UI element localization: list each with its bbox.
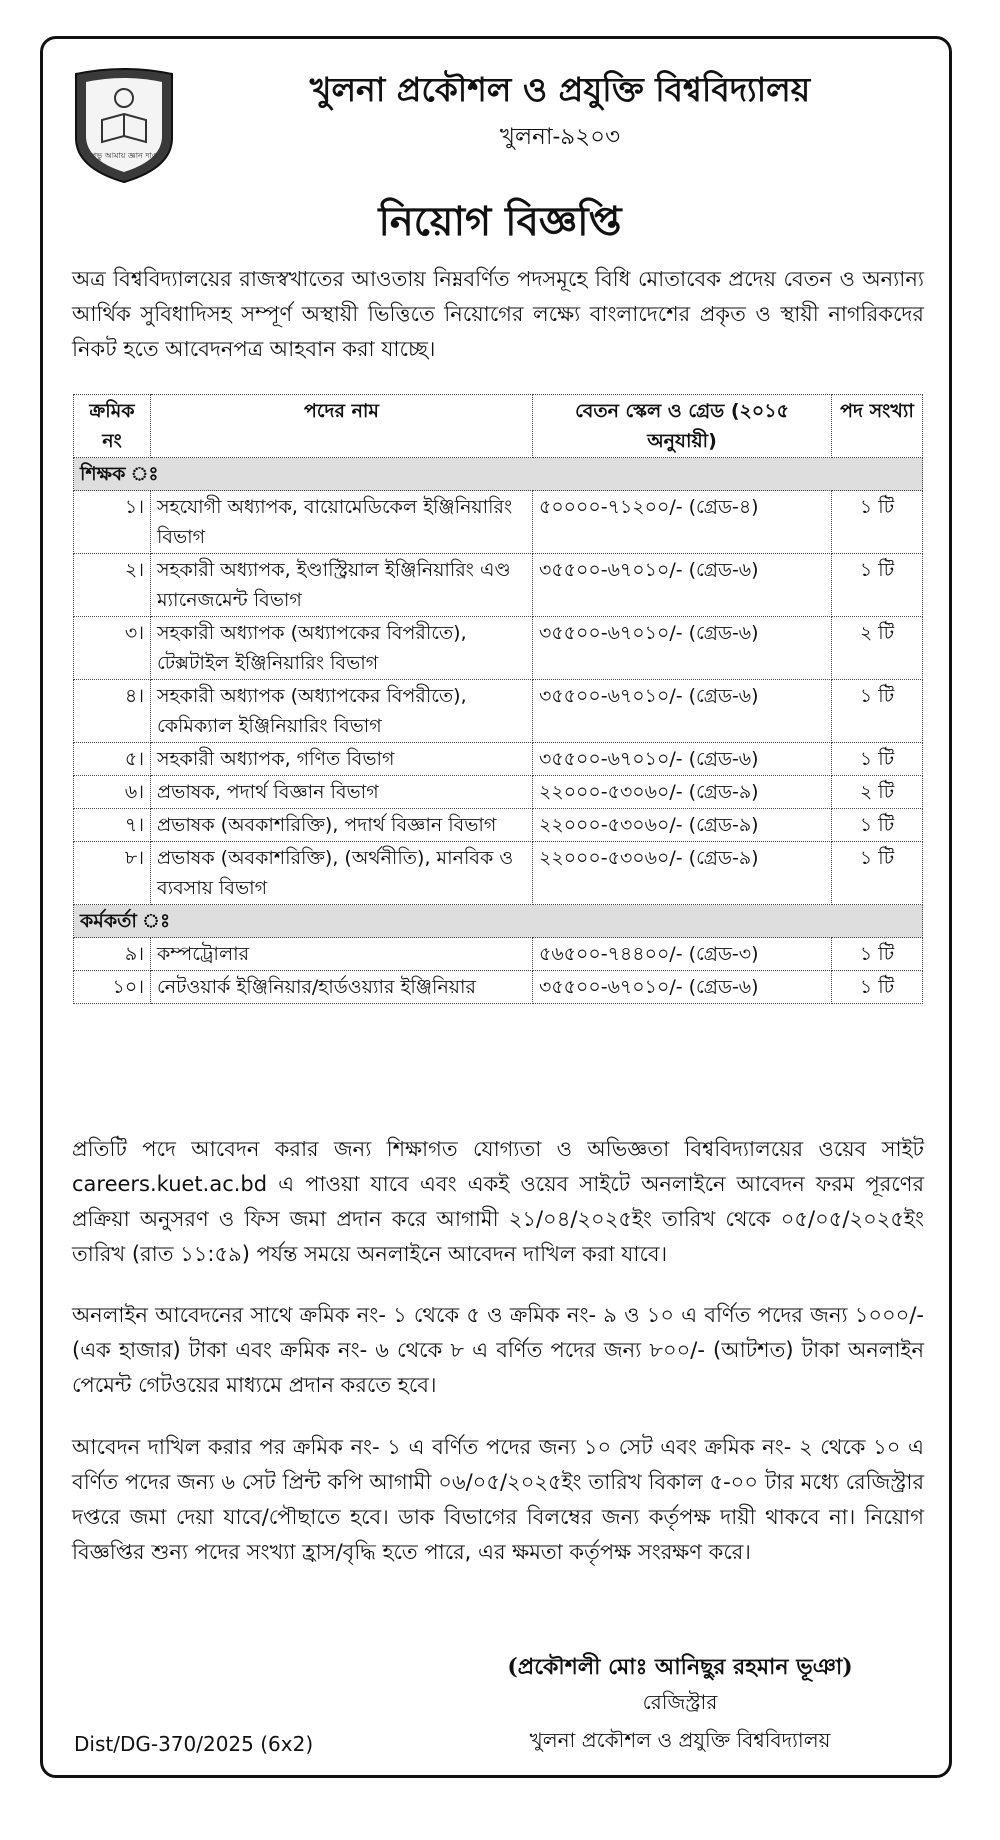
serial-cell: ২। <box>74 554 151 617</box>
section-row-officers <box>74 905 923 938</box>
fee-paragraph: অনলাইন আবেদনের সাথে ক্রমিক নং- ১ থেকে ৫ ও ক্রমিক নং- ৯ ও ১০ এ বর্ণিত পদের জন্য ১০০০/- (এক হাজার) টাকা এবং ক্রমিক নং- ৬ থেকে ৮ এ বর্ণিত পদের জন্য ৮০০/- (আটশত) টাকা অনলাইন পেমেন্ট গেটওয়ের মাধ্যমে প্রদান করতে হবে। <box>72 1303 924 1397</box>
table-row <box>74 938 923 971</box>
serial-cell: ৩। <box>74 617 151 680</box>
scale-cell: ৩৫৫০০-৬৭০১০/- (গ্রেড-৬) <box>533 617 832 680</box>
header-post-count: পদ সংখ্যা <box>832 395 923 458</box>
serial-cell: ৮। <box>74 842 151 905</box>
post-cell: প্রভাষক (অবকাশরিক্তি), (অর্থনীতি), মানবিক ও ব্যবসায় বিভাগ <box>151 842 533 905</box>
post-cell: কম্পট্রোলার <box>151 938 533 971</box>
count-cell: ১ টি <box>832 554 923 617</box>
table-row <box>74 680 923 743</box>
table-row <box>74 776 923 809</box>
scale-cell: ২২০০০-৫৩০৬০/- (গ্রেড-৯) <box>533 842 832 905</box>
post-cell: সহকারী অধ্যাপক (অধ্যাপকের বিপরীতে), কেমিক্যাল ইঞ্জিনিয়ারিং বিভাগ <box>151 680 533 743</box>
count-cell: ১ টি <box>832 680 923 743</box>
scale-cell: ৫৬৫০০-৭৪৪০০/- (গ্রেড-৩) <box>533 938 832 971</box>
table-row <box>74 809 923 842</box>
serial-cell: ৫। <box>74 743 151 776</box>
scale-cell: ২২০০০-৫৩০৬০/- (গ্রেড-৯) <box>533 809 832 842</box>
table-row <box>74 842 923 905</box>
post-cell: প্রভাষক (অবকাশরিক্তি), পদার্থ বিজ্ঞান বিভাগ <box>151 809 533 842</box>
scale-cell: ২২০০০-৫৩০৬০/- (গ্রেড-৯) <box>533 776 832 809</box>
count-cell: ১ টি <box>832 842 923 905</box>
section-label: শিক্ষক ঃ <box>74 458 923 491</box>
count-cell: ২ টি <box>832 776 923 809</box>
scale-cell: ৫০০০০-৭১২০০/- (গ্রেড-৪) <box>533 491 832 554</box>
serial-cell: ৭। <box>74 809 151 842</box>
intro-paragraph: অত্র বিশ্ববিদ্যালয়ের রাজস্বখাতের আওতায় নিম্নবর্ণিত পদসমূহে বিধি মোতাবেক প্রদেয় বেতন ও অন্যান্য আর্থিক সুবিধাদিসহ সম্পূর্ণ অস্থায়ী ভিত্তিতে নিয়োগের লক্ষ্যে বাংলাদেশের প্রকৃত ও স্থায়ী নাগরিকদের নিকট হতে আবেদনপত্র আহবান করা যাচ্ছে। <box>72 267 924 361</box>
count-cell: ২ টি <box>832 617 923 680</box>
signatory-organization: খুলনা প্রকৌশল ও প্রযুক্তি বিশ্ববিদ্যালয় <box>529 1728 831 1752</box>
table-row <box>74 743 923 776</box>
organization-name: খুলনা প্রকৌশল ও প্রযুক্তি বিশ্ববিদ্যালয় <box>309 70 811 109</box>
serial-cell: ৪। <box>74 680 151 743</box>
scale-cell: ৩৫৫০০-৬৭০১০/- (গ্রেড-৬) <box>533 554 832 617</box>
serial-cell: ৬। <box>74 776 151 809</box>
signatory-name: (প্রকৌশলী মোঃ আনিছুর রহমান ভূঞা) <box>507 1654 853 1680</box>
table-header-row <box>74 395 923 458</box>
vacancy-table <box>73 394 923 1004</box>
table-row <box>74 554 923 617</box>
header-post: পদের নাম <box>151 395 533 458</box>
table-row <box>74 971 923 1004</box>
post-cell: প্রভাষক, পদার্থ বিজ্ঞান বিভাগ <box>151 776 533 809</box>
header-serial: ক্রমিক নং <box>74 395 151 458</box>
post-cell: নেটওয়ার্ক ইঞ্জিনিয়ার/হার্ডওয়্যার ইঞ্জিনিয়ার <box>151 971 533 1004</box>
table-row <box>74 491 923 554</box>
signatory-role: রেজিস্ট্রার <box>642 1690 718 1714</box>
submission-paragraph: আবেদন দাখিল করার পর ক্রমিক নং- ১ এ বর্ণিত পদের জন্য ১০ সেট এবং ক্রমিক নং- ২ থেকে ১০ এ বর্ণিত পদের জন্য ৬ সেট প্রিন্ট কপি আগামী ০৬/০৫/২০২৫ইং তারিখ বিকাল ৫-০০ টার মধ্যে রেজিস্ট্রার দপ্তরে জমা দেয়া যাবে/পৌছাতে হবে। ডাক বিভাগের বিলম্বের জন্য কর্তৃপক্ষ দায়ী থাকবে না। নিয়োগ বিজ্ঞপ্তির শুন্য পদের সংখ্যা হ্রাস/বৃদ্ধি হতে পারে, এর ক্ষমতা কর্তৃপক্ষ সংরক্ষণ করে। <box>72 1435 924 1564</box>
logo-motto: প্রভু আমায় জ্ঞান দাও <box>90 151 158 160</box>
distribution-code: Dist/DG-370/2025 (6x2) <box>74 1732 314 1756</box>
organization-city: খুলনা-৯২০৩ <box>499 124 621 150</box>
count-cell: ১ টি <box>832 491 923 554</box>
post-cell: সহকারী অধ্যাপক, গণিত বিভাগ <box>151 743 533 776</box>
scale-cell: ৩৫৫০০-৬৭০১০/- (গ্রেড-৬) <box>533 743 832 776</box>
count-cell: ১ টি <box>832 938 923 971</box>
serial-cell: ১০। <box>74 971 151 1004</box>
scale-cell: ৩৫৫০০-৬৭০১০/- (গ্রেড-৬) <box>533 680 832 743</box>
post-cell: সহকারী অধ্যাপক, ইণ্ডাস্ট্রিয়াল ইঞ্জিনিয়ারিং এণ্ড ম্যানেজমেন্ট বিভাগ <box>151 554 533 617</box>
serial-cell: ১। <box>74 491 151 554</box>
section-label: কর্মকর্তা ঃ <box>74 905 923 938</box>
header-pay-scale: বেতন স্কেল ও গ্রেড (২০১৫ অনুযায়ী) <box>533 395 832 458</box>
post-cell: সহযোগী অধ্যাপক, বায়োমেডিকেল ইঞ্জিনিয়ারিং বিভাগ <box>151 491 533 554</box>
count-cell: ১ টি <box>832 743 923 776</box>
count-cell: ১ টি <box>832 809 923 842</box>
serial-cell: ৯। <box>74 938 151 971</box>
post-cell: সহকারী অধ্যাপক (অধ্যাপকের বিপরীতে), টেক্সটাইল ইঞ্জিনিয়ারিং বিভাগ <box>151 617 533 680</box>
scale-cell: ৩৫৫০০-৬৭০১০/- (গ্রেড-৬) <box>533 971 832 1004</box>
table-row <box>74 617 923 680</box>
application-info-paragraph: প্রতিটি পদে আবেদন করার জন্য শিক্ষাগত যোগ্যতা ও অভিজ্ঞতা বিশ্ববিদ্যালয়ের ওয়েব সাইট careers.kuet.ac.bd এ পাওয়া যাবে এবং একই ওয়েব সাইটে অনলাইনে আবেদন ফরম পূরণের প্রক্রিয়া অনুসরণ ও ফিস জমা প্রদান করে আগামী ২১/০৪/২০২৫ইং তারিখ থেকে ০৫/০৫/২০২৫ইং তারিখ (রাত ১১:৫৯) পর্যন্ত সময়ে অনলাইনে আবেদন দাখিল করা যাবে। <box>72 1137 924 1266</box>
section-row-teachers <box>74 458 923 491</box>
count-cell: ১ টি <box>832 971 923 1004</box>
university-logo <box>72 68 176 184</box>
notice-title: নিয়োগ বিজ্ঞপ্তি <box>378 198 622 245</box>
